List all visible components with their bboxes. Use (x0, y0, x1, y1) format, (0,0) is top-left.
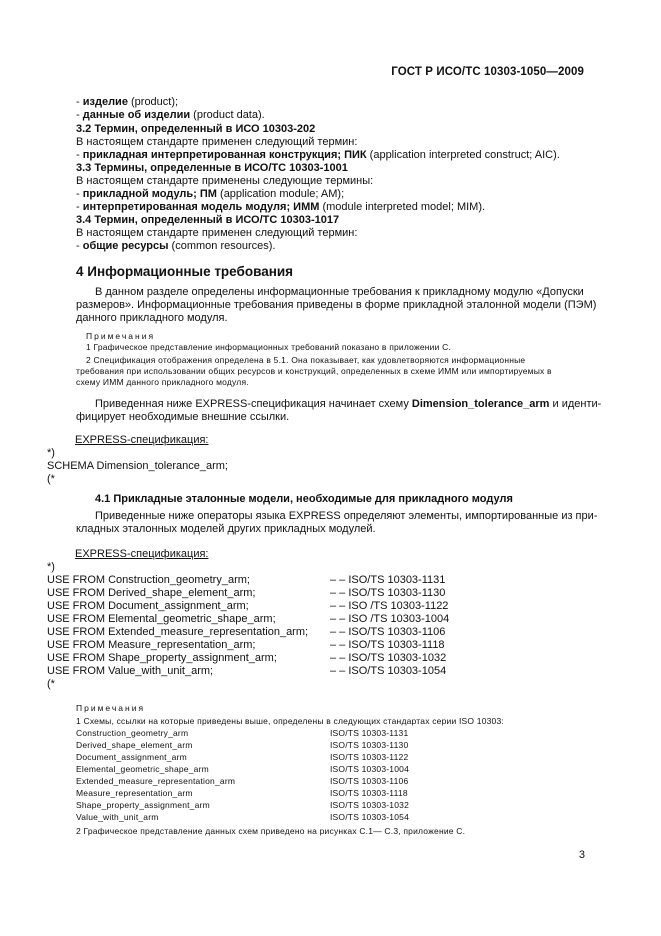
schema-name: Value_with_unit_arm (76, 812, 159, 822)
use-statement: USE FROM Shape_property_assignment_arm; (47, 652, 277, 664)
use-reference: – – ISO/TS 10303-1106 (330, 626, 446, 638)
express-label: EXPRESS-спецификация: (75, 548, 209, 560)
schema-standard: ISO/TS 10303-1130 (330, 740, 409, 750)
schema-name: Construction_geometry_arm (76, 728, 189, 738)
list-item: - прикладной модуль; ПМ (application module; AM); (76, 188, 345, 200)
page-number: 3 (578, 849, 585, 861)
notes-title: Примечания (86, 331, 156, 341)
note-line: требования при использовании общих ресурсов и конструкций, определенных в схеме ИММ или импортируемых в (76, 366, 552, 376)
use-statement: USE FROM Measure_representation_arm; (47, 639, 256, 651)
notes-title: Примечания (76, 703, 146, 713)
document-header: ГОСТ Р ИСО/ТС 10303-1050—2009 (391, 66, 584, 78)
code-line: *) (47, 561, 55, 573)
schema-name: Document_assignment_arm (76, 752, 187, 762)
schema-standard: ISO/TS 10303-1131 (330, 728, 409, 738)
use-reference: – – ISO /TS 10303-1122 (330, 600, 449, 612)
section-heading-4: 4 Информационные требования (76, 264, 294, 279)
schema-standard: ISO/TS 10303-1004 (330, 764, 410, 774)
schema-standard: ISO/TS 10303-1054 (330, 812, 410, 822)
schema-name: Measure_representation_arm (76, 788, 193, 798)
use-reference: – – ISO/TS 10303-1054 (330, 665, 447, 677)
list-item: - данные об изделии (product data). (76, 109, 265, 121)
paragraph-line: Приведенная ниже EXPRESS-спецификация начинает схему Dimension_tolerance_arm и иденти- (95, 398, 602, 410)
section-heading-3-4: 3.4 Термин, определенный в ИСО/ТС 10303-1017 (76, 214, 340, 226)
use-statement: USE FROM Elemental_geometric_shape_arm; (47, 613, 276, 625)
paragraph: В настоящем стандарте применен следующий термин: (76, 227, 358, 239)
schema-name: Shape_property_assignment_arm (76, 800, 210, 810)
list-item: - изделие (product); (76, 96, 179, 108)
list-item: - общие ресурсы (common resources). (76, 240, 276, 252)
list-item: - интерпретированная модель модуля; ИММ (module interpreted model; MIM). (76, 201, 486, 213)
paragraph-line: кладных эталонных моделей других прикладных модулей. (76, 523, 376, 535)
paragraph: В настоящем стандарте применены следующие термины: (76, 175, 374, 187)
note-line: 2 Спецификация отображения определена в 5.1. Она показывает, как удовлетворяются информационные (86, 355, 526, 365)
note-line: 1 Графическое представление информационных требований показано в приложении С. (86, 342, 452, 352)
use-statement: USE FROM Value_with_unit_arm; (47, 665, 214, 677)
use-statement: USE FROM Construction_geometry_arm; (47, 574, 250, 586)
use-reference: – – ISO/TS 10303-1130 (330, 587, 446, 599)
section-heading-3-3: 3.3 Термины, определенные в ИСО/ТС 10303-1001 (76, 162, 348, 174)
use-reference: – – ISO/TS 10303-1032 (330, 652, 447, 664)
use-statement: USE FROM Extended_measure_representation_arm; (47, 626, 309, 638)
use-statement: USE FROM Derived_shape_element_arm; (47, 587, 256, 599)
note-line: 2 Графическое представление данных схем приведено на рисунках С.1— С.3, приложение С. (76, 826, 466, 836)
note-line: схему ИММ данного прикладного модуля. (76, 377, 249, 387)
code-line: SCHEMA Dimension_tolerance_arm; (47, 460, 228, 472)
schema-standard: ISO/TS 10303-1032 (330, 800, 410, 810)
paragraph-line: В данном разделе определены информационные требования к прикладному модулю «Допуски (95, 286, 584, 298)
section-heading-4-1: 4.1 Прикладные эталонные модели, необходимые для прикладного модуля (95, 493, 513, 505)
use-statement: USE FROM Document_assignment_arm; (47, 600, 249, 612)
schema-standard: ISO/TS 10303-1118 (330, 788, 408, 798)
use-reference: – – ISO /TS 10303-1004 (330, 613, 450, 625)
use-reference: – – ISO/TS 10303-1118 (330, 639, 445, 651)
paragraph-line: данного прикладного модуля. (76, 312, 228, 324)
schema-name: Derived_shape_element_arm (76, 740, 193, 750)
paragraph-line: фицирует необходимые внешние ссылки. (76, 411, 290, 423)
note-line: 1 Схемы, ссылки на которые приведены выше, определены в следующих стандартах серии ISO 10303: (76, 716, 504, 726)
code-line: (* (47, 678, 55, 690)
paragraph-line: Приведенные ниже операторы языка EXPRESS определяют элементы, импортированные из при- (95, 510, 598, 522)
use-reference: – – ISO/TS 10303-1131 (330, 574, 446, 586)
list-item: - прикладная интерпретированная конструкция; ПИК (application interpreted construct; AIC). (76, 149, 560, 161)
code-line: *) (47, 447, 55, 459)
schema-name: Extended_measure_representation_arm (76, 776, 236, 786)
schema-standard: ISO/TS 10303-1122 (330, 752, 409, 762)
code-line: (* (47, 473, 55, 485)
schema-standard: ISO/TS 10303-1106 (330, 776, 409, 786)
schema-name: Elemental_geometric_shape_arm (76, 764, 209, 774)
section-heading-3-2: 3.2 Термин, определенный в ИСО 10303-202 (76, 123, 316, 135)
express-label: EXPRESS-спецификация: (75, 434, 209, 446)
paragraph: В настоящем стандарте применен следующий термин: (76, 136, 358, 148)
paragraph-line: размеров». Информационные требования приведены в форме прикладной эталонной модели (ПЭМ) (76, 299, 597, 311)
